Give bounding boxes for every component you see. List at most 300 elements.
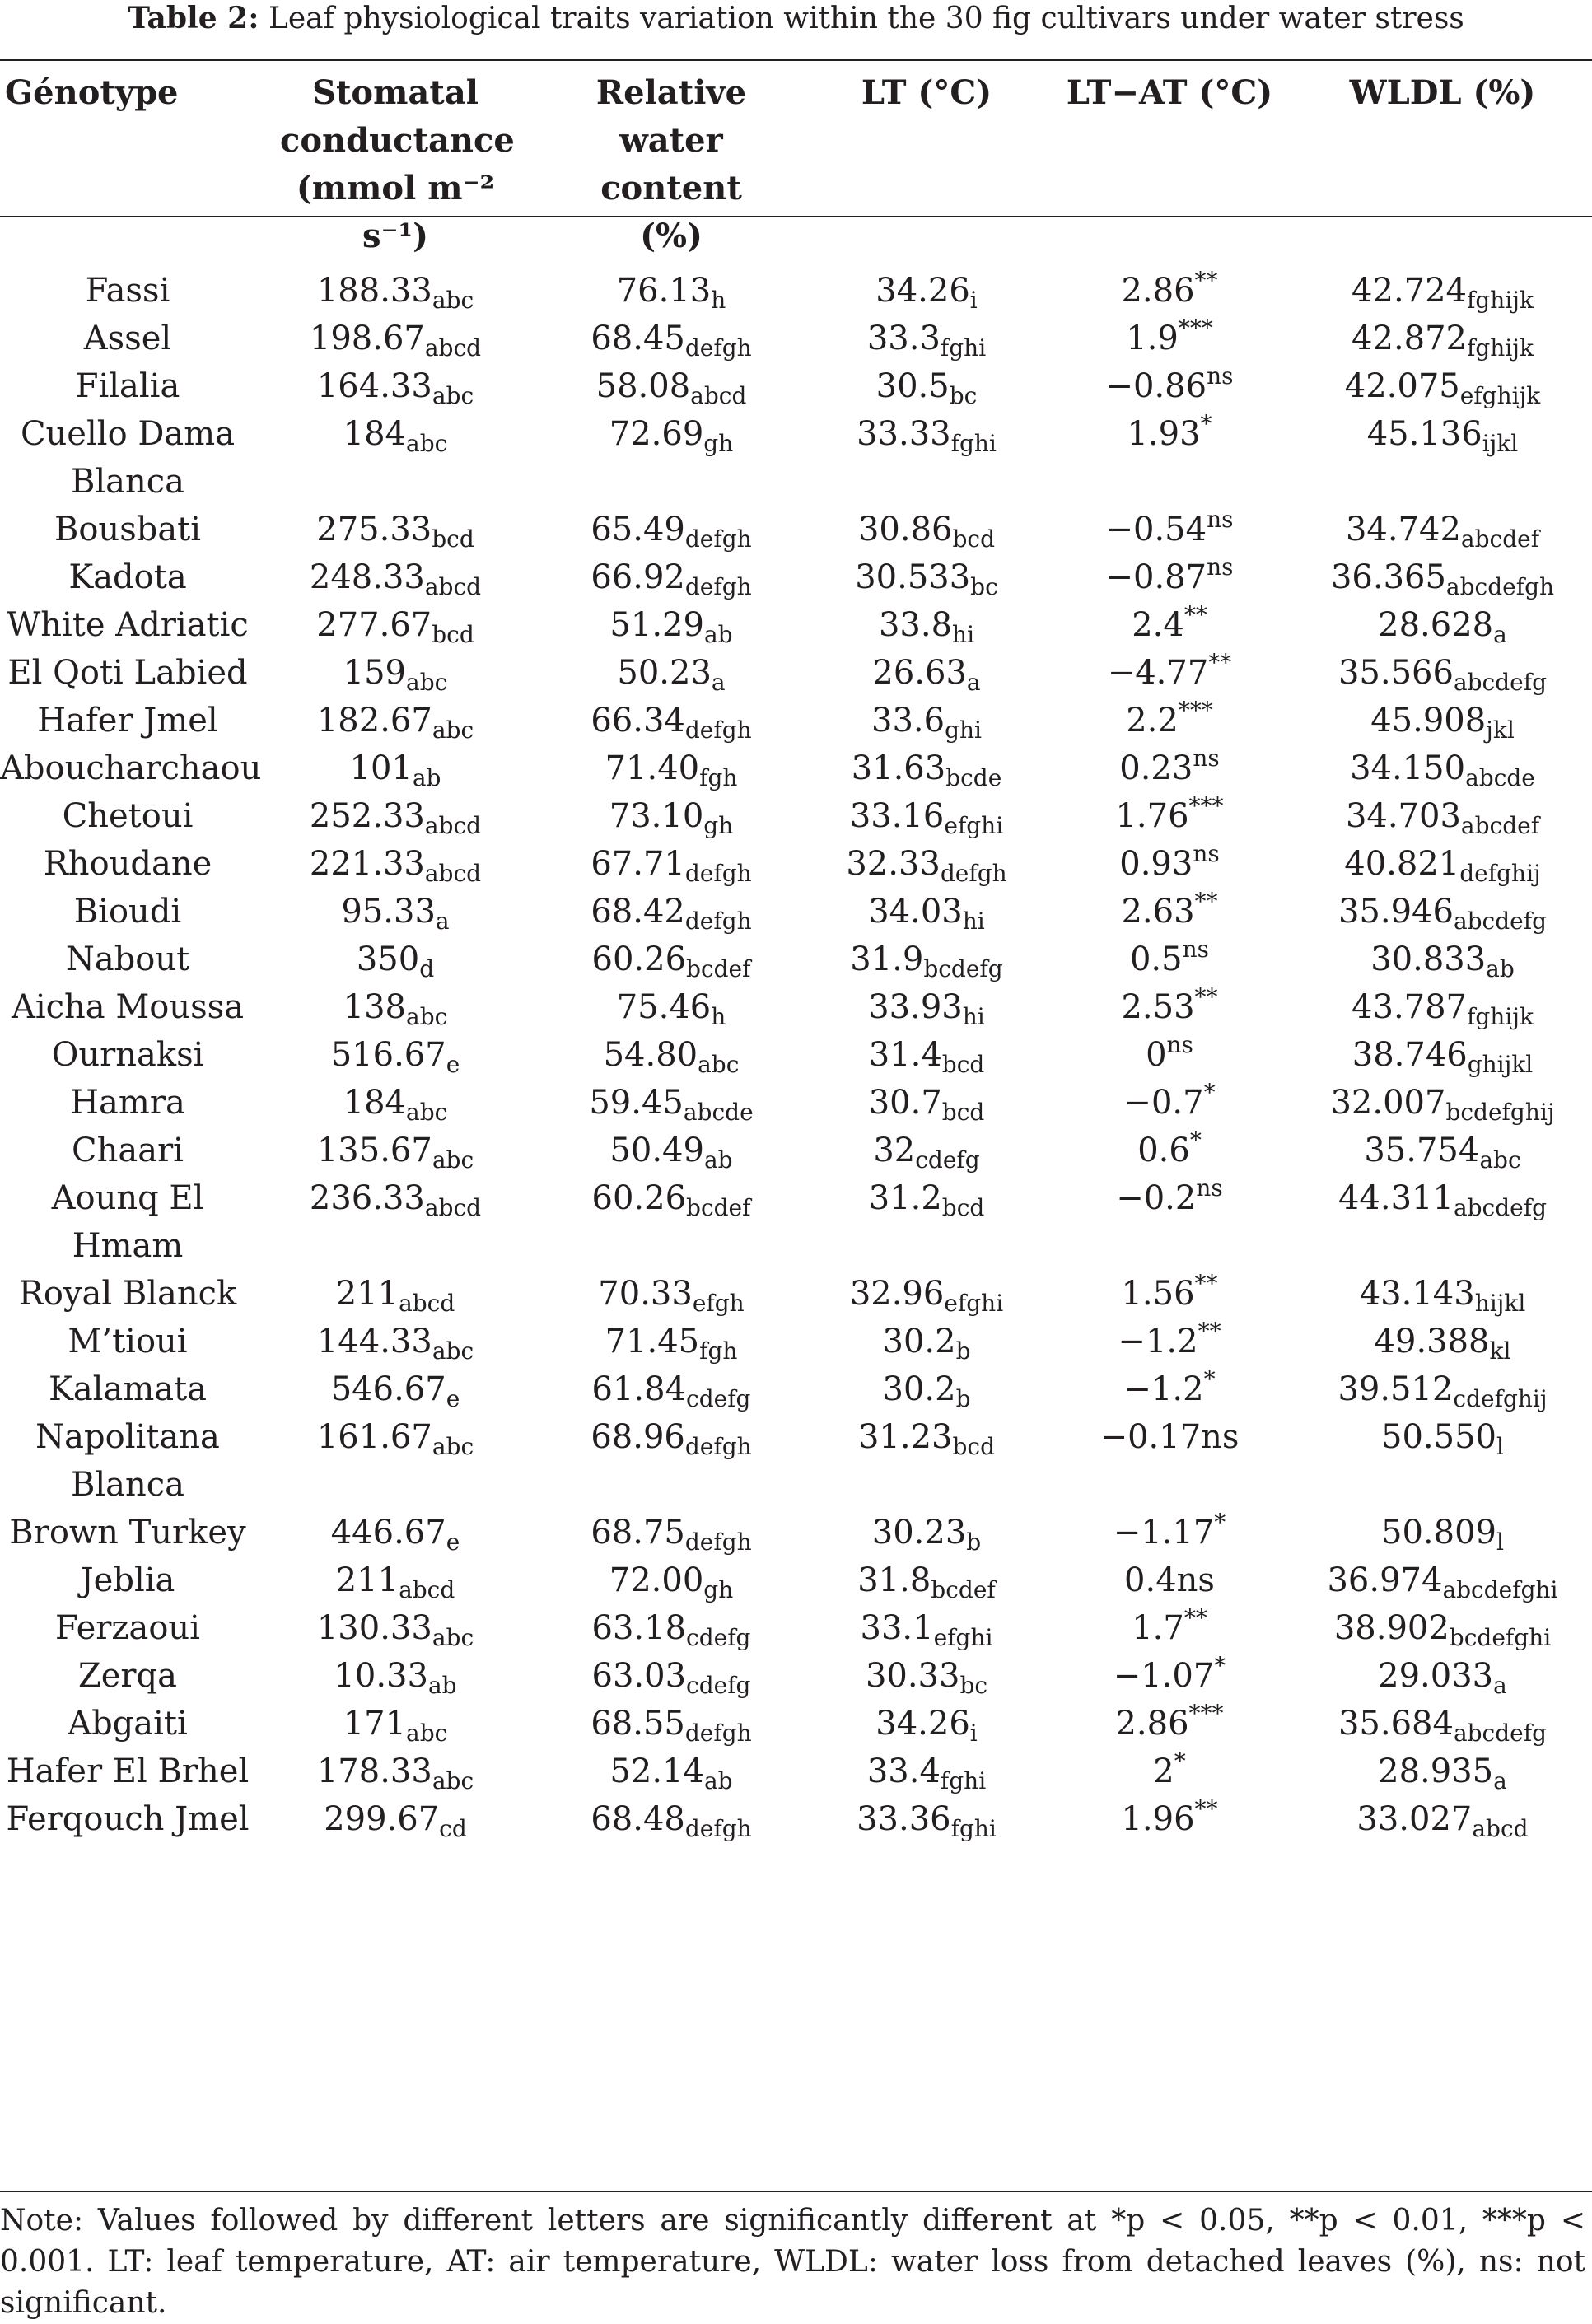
relative-water-content-cell [535, 792, 807, 840]
lt-at-cell [1046, 1079, 1293, 1127]
header-row [0, 61, 1592, 260]
relative-water-content-cell [535, 1174, 807, 1270]
stomatal-conductance-cell-value: 299.67 [324, 1800, 440, 1838]
lt-cell-value: 32.33 [846, 845, 941, 883]
wldl-cell [1293, 983, 1592, 1031]
relative-water-content-cell [535, 936, 807, 983]
stomatal-conductance-cell-value: 178.33 [316, 1752, 432, 1790]
wldl-cell-letters: abcdef [1460, 525, 1540, 553]
genotype-cell: White Adriatic [7, 606, 249, 644]
relative-water-content-cell [535, 553, 807, 601]
relative-water-content-cell [535, 983, 807, 1031]
stomatal-conductance-cell-value: 164.33 [316, 367, 432, 405]
lt-cell-letters: fghi [950, 430, 997, 457]
lt-cell-value: 31.4 [868, 1036, 942, 1074]
stomatal-conductance-cell-value: 135.67 [316, 1132, 432, 1169]
table-row [0, 983, 1592, 1031]
relative-water-content-cell-letters: abc [698, 1051, 740, 1078]
stomatal-conductance-cell [255, 1174, 535, 1270]
stomatal-conductance-cell [255, 649, 535, 697]
lt-at-cell [1046, 260, 1293, 315]
lt-cell-letters: bcde [945, 764, 1002, 791]
lt-cell [807, 888, 1046, 936]
wldl-cell [1293, 1604, 1592, 1652]
lt-at-cell-value: −0.87 [1105, 558, 1207, 596]
lt-cell [807, 553, 1046, 601]
relative-water-content-cell [535, 410, 807, 506]
relative-water-content-cell [535, 1795, 807, 1843]
relative-water-content-cell [535, 888, 807, 936]
table-row [0, 553, 1592, 601]
wldl-cell-letters: fghijk [1467, 334, 1534, 362]
stomatal-conductance-cell-letters: abc [406, 1720, 448, 1747]
lt-cell-letters: b [966, 1528, 982, 1556]
relative-water-content-cell-letters: defgh [684, 908, 752, 935]
stomatal-conductance-cell [255, 840, 535, 888]
wldl-cell-value: 49.388 [1374, 1323, 1490, 1360]
lt-cell [807, 362, 1046, 410]
relative-water-content-cell-value: 52.14 [609, 1752, 704, 1790]
relative-water-content-cell [535, 697, 807, 744]
header-wldl: WLDL (%) [1349, 73, 1536, 112]
lt-at-cell [1046, 1174, 1293, 1270]
wldl-cell-value: 43.143 [1359, 1275, 1475, 1313]
stomatal-conductance-cell-letters: cd [439, 1815, 467, 1842]
lt-cell [807, 697, 1046, 744]
lt-at-cell-significance: *** [1188, 1700, 1224, 1727]
lt-cell-letters: efghi [944, 1290, 1004, 1317]
lt-at-cell-value: −1.07 [1113, 1657, 1215, 1695]
genotype-cell: Bioudi [73, 893, 182, 931]
wldl-cell [1293, 936, 1592, 983]
wldl-cell-value: 43.787 [1352, 988, 1468, 1026]
stomatal-conductance-cell [255, 1556, 535, 1604]
lt-at-cell-significance: ns [1207, 506, 1234, 533]
stomatal-conductance-cell-letters: abc [432, 1767, 474, 1794]
lt-cell-value: 32 [873, 1132, 916, 1169]
lt-cell [807, 1748, 1046, 1795]
stomatal-conductance-cell [255, 315, 535, 362]
wldl-cell-value: 45.136 [1366, 415, 1482, 453]
stomatal-conductance-cell [255, 553, 535, 601]
relative-water-content-cell-value: 66.92 [591, 558, 685, 596]
wldl-cell-letters: abcdefg [1453, 908, 1548, 935]
stomatal-conductance-cell-value: 138 [343, 988, 407, 1026]
stomatal-conductance-cell-letters: bcd [432, 621, 474, 648]
stomatal-conductance-cell [255, 1652, 535, 1700]
lt-cell-value: 30.5 [875, 367, 950, 405]
lt-cell [807, 1413, 1046, 1509]
lt-at-cell-significance: ** [1194, 267, 1218, 294]
wldl-cell [1293, 1700, 1592, 1748]
lt-at-cell-value: −0.2 [1116, 1179, 1197, 1217]
stomatal-conductance-cell-letters: abc [432, 382, 474, 409]
wldl-cell [1293, 888, 1592, 936]
lt-cell [807, 1795, 1046, 1843]
wldl-cell-value: 38.902 [1333, 1609, 1450, 1647]
lt-at-cell-value: 1.56 [1121, 1275, 1195, 1313]
stomatal-conductance-cell-value: 144.33 [316, 1323, 432, 1360]
stomatal-conductance-cell-value: 275.33 [316, 511, 432, 548]
lt-cell-letters: bcdefg [923, 955, 1003, 982]
relative-water-content-cell-value: 58.08 [595, 367, 691, 405]
lt-at-cell-value: −0.86 [1105, 367, 1207, 405]
table-row [0, 1652, 1592, 1700]
wldl-cell-value: 34.150 [1350, 749, 1466, 787]
lt-at-cell-significance: ** [1183, 1604, 1207, 1631]
lt-at-cell-significance: ** [1208, 649, 1232, 676]
genotype-cell: Kadota [68, 558, 187, 596]
stomatal-conductance-cell-value: 130.33 [316, 1609, 432, 1647]
stomatal-conductance-cell-value: 198.67 [309, 320, 425, 357]
lt-at-cell [1046, 1413, 1293, 1509]
lt-at-cell-significance: * [1203, 1079, 1216, 1106]
relative-water-content-cell [535, 315, 807, 362]
lt-at-cell-significance: ns [1196, 1174, 1223, 1202]
header-lt-at: LT−AT (°C) [1066, 73, 1273, 112]
lt-cell-letters: fghi [950, 1815, 997, 1842]
data-table [0, 61, 1592, 1843]
relative-water-content-cell-letters: a [711, 669, 726, 696]
lt-at-cell [1046, 1509, 1293, 1556]
genotype-cell: Filalia [75, 367, 180, 405]
stomatal-conductance-cell [255, 1031, 535, 1079]
lt-at-cell-value: 1.96 [1121, 1800, 1195, 1838]
lt-at-cell-value: 2.53 [1121, 988, 1195, 1026]
relative-water-content-cell-value: 76.13 [616, 272, 712, 310]
genotype-cell: Chaari [72, 1132, 184, 1169]
lt-at-cell [1046, 506, 1293, 553]
stomatal-conductance-cell-value: 252.33 [309, 797, 425, 835]
stomatal-conductance-cell [255, 697, 535, 744]
lt-cell-value: 33.33 [857, 415, 951, 453]
relative-water-content-cell-letters: gh [703, 812, 734, 839]
lt-cell-value: 33.93 [868, 988, 963, 1026]
lt-at-cell-value: 0.4ns [1124, 1561, 1215, 1599]
relative-water-content-cell-letters: defgh [684, 1528, 752, 1556]
wldl-cell-letters: a [1493, 1672, 1507, 1699]
lt-cell-letters: ghi [945, 716, 982, 744]
stomatal-conductance-cell [255, 1365, 535, 1413]
relative-water-content-cell [535, 1365, 807, 1413]
lt-at-cell-significance: ** [1194, 1795, 1218, 1822]
lt-at-cell [1046, 1127, 1293, 1174]
lt-cell-letters: bcd [941, 1099, 985, 1126]
wldl-cell-value: 34.703 [1345, 797, 1461, 835]
lt-cell-letters: b [955, 1385, 971, 1412]
bottom-rule [0, 2191, 1592, 2192]
relative-water-content-cell-value: 51.29 [609, 606, 704, 644]
lt-at-cell-significance: ** [1183, 601, 1207, 628]
header-genotype: Génotype [5, 73, 179, 112]
stomatal-conductance-cell-letters: abcd [424, 334, 482, 362]
relative-water-content-cell-value: 61.84 [591, 1370, 687, 1408]
wldl-cell [1293, 315, 1592, 362]
lt-cell [807, 1556, 1046, 1604]
wldl-cell-letters: ijkl [1482, 430, 1519, 457]
lt-cell-letters: b [955, 1337, 971, 1365]
wldl-cell [1293, 1365, 1592, 1413]
wldl-cell-value: 36.974 [1327, 1561, 1443, 1599]
wldl-cell [1293, 649, 1592, 697]
stomatal-conductance-cell-value: 171 [343, 1705, 407, 1743]
lt-cell [807, 410, 1046, 506]
lt-cell-value: 30.7 [868, 1084, 942, 1122]
lt-cell-letters: bcdef [931, 1576, 996, 1603]
relative-water-content-cell-value: 66.34 [591, 702, 685, 740]
stomatal-conductance-cell-letters: d [419, 955, 435, 982]
relative-water-content-cell [535, 506, 807, 553]
lt-cell [807, 983, 1046, 1031]
wldl-cell [1293, 1795, 1592, 1843]
wldl-cell-letters: kl [1489, 1337, 1511, 1365]
lt-at-cell-value: 1.93 [1127, 415, 1201, 453]
lt-cell [807, 649, 1046, 697]
wldl-cell-value: 35.946 [1338, 893, 1454, 931]
relative-water-content-cell [535, 1748, 807, 1795]
lt-at-cell [1046, 840, 1293, 888]
lt-cell [807, 1652, 1046, 1700]
wldl-cell-letters: efghijk [1459, 382, 1541, 409]
lt-at-cell-value: 0.23 [1119, 749, 1193, 787]
lt-cell-value: 33.8 [878, 606, 953, 644]
relative-water-content-cell-letters: gh [703, 430, 734, 457]
lt-at-cell-significance: * [1189, 1127, 1202, 1154]
lt-cell [807, 744, 1046, 792]
stomatal-conductance-cell-letters: abcd [424, 860, 482, 887]
relative-water-content-cell-value: 75.46 [616, 988, 712, 1026]
wldl-cell-value: 35.754 [1364, 1132, 1480, 1169]
stomatal-conductance-cell [255, 1509, 535, 1556]
lt-cell-value: 33.1 [860, 1609, 934, 1647]
relative-water-content-cell [535, 1079, 807, 1127]
wldl-cell [1293, 601, 1592, 649]
relative-water-content-cell-value: 65.49 [591, 511, 685, 548]
lt-cell-value: 31.2 [868, 1179, 942, 1217]
wldl-cell-value: 42.075 [1344, 367, 1460, 405]
lt-cell-letters: a [966, 669, 981, 696]
lt-cell-value: 34.26 [875, 272, 970, 310]
relative-water-content-cell-value: 68.96 [591, 1418, 685, 1456]
wldl-cell [1293, 697, 1592, 744]
relative-water-content-cell-letters: defgh [684, 525, 752, 553]
caption-label: Table 2: [128, 1, 259, 35]
lt-at-cell [1046, 936, 1293, 983]
lt-at-cell [1046, 792, 1293, 840]
genotype-cell: Aounq El Hmam [51, 1179, 204, 1265]
stomatal-conductance-cell-letters: abc [432, 716, 474, 744]
stomatal-conductance-cell-letters: abcd [424, 573, 482, 600]
stomatal-conductance-cell-letters: abc [432, 287, 474, 314]
lt-at-cell-significance: *** [1178, 697, 1213, 724]
wldl-cell-letters: cdefghij [1453, 1385, 1548, 1412]
relative-water-content-cell-value: 68.45 [591, 320, 685, 357]
relative-water-content-cell-letters: defgh [684, 1720, 752, 1747]
lt-cell [807, 1365, 1046, 1413]
relative-water-content-cell [535, 649, 807, 697]
wldl-cell-value: 42.724 [1352, 272, 1468, 310]
relative-water-content-cell [535, 1652, 807, 1700]
table-row [0, 1604, 1592, 1652]
stomatal-conductance-cell [255, 1270, 535, 1318]
lt-at-cell [1046, 410, 1293, 506]
lt-cell-letters: bcd [941, 1194, 985, 1221]
wldl-cell-letters: abcdefghi [1442, 1576, 1558, 1603]
wldl-cell-letters: abcdefg [1453, 669, 1548, 696]
lt-at-cell-significance: * [1203, 1365, 1216, 1393]
lt-cell [807, 260, 1046, 315]
stomatal-conductance-cell-value: 184 [343, 415, 407, 453]
relative-water-content-cell-letters: abcd [690, 382, 747, 409]
lt-cell [807, 1604, 1046, 1652]
relative-water-content-cell-letters: h [711, 287, 726, 314]
relative-water-content-cell [535, 744, 807, 792]
stomatal-conductance-cell-letters: e [446, 1051, 460, 1078]
relative-water-content-cell-letters: defgh [684, 860, 752, 887]
relative-water-content-cell-value: 72.69 [609, 415, 704, 453]
relative-water-content-cell [535, 601, 807, 649]
lt-cell-letters: hi [962, 908, 985, 935]
lt-cell-value: 30.2 [882, 1370, 956, 1408]
lt-cell-letters: fghi [940, 1767, 987, 1794]
header-lt: LT (°C) [861, 73, 992, 112]
lt-cell [807, 1509, 1046, 1556]
lt-at-cell [1046, 983, 1293, 1031]
wldl-cell [1293, 1652, 1592, 1700]
wldl-cell-letters: a [1493, 621, 1507, 648]
lt-at-cell-value: 1.9 [1126, 320, 1179, 357]
stomatal-conductance-cell-letters: abc [432, 1433, 474, 1460]
stomatal-conductance-cell-letters: abcd [424, 812, 482, 839]
lt-cell-letters: bc [970, 573, 998, 600]
table-row [0, 649, 1592, 697]
relative-water-content-cell [535, 840, 807, 888]
wldl-cell-letters: l [1496, 1433, 1504, 1460]
wldl-cell-value: 40.821 [1344, 845, 1460, 883]
lt-cell-value: 33.36 [857, 1800, 951, 1838]
genotype-cell: Royal Blanck [18, 1275, 237, 1313]
stomatal-conductance-cell-letters: abcd [399, 1290, 455, 1317]
lt-cell-letters: bcd [941, 1051, 985, 1078]
relative-water-content-cell-letters: cdefg [686, 1624, 751, 1651]
lt-cell-value: 31.8 [857, 1561, 931, 1599]
relative-water-content-cell-letters: h [711, 1003, 726, 1030]
lt-at-cell [1046, 315, 1293, 362]
table-row [0, 1795, 1592, 1843]
lt-cell-letters: hi [962, 1003, 985, 1030]
stomatal-conductance-cell [255, 1079, 535, 1127]
stomatal-conductance-cell [255, 410, 535, 506]
table-row [0, 1413, 1592, 1509]
lt-cell [807, 1700, 1046, 1748]
lt-at-cell [1046, 1318, 1293, 1365]
wldl-cell [1293, 506, 1592, 553]
lt-cell [807, 1127, 1046, 1174]
table-body [0, 260, 1592, 1843]
stomatal-conductance-cell-letters: e [446, 1385, 460, 1412]
genotype-cell: Hafer El Brhel [6, 1752, 250, 1790]
table-row [0, 601, 1592, 649]
lt-at-cell [1046, 1652, 1293, 1700]
lt-at-cell-value: −4.77 [1107, 654, 1209, 692]
relative-water-content-cell-letters: defgh [684, 716, 752, 744]
relative-water-content-cell-letters: ab [703, 1767, 733, 1794]
lt-cell-value: 33.4 [866, 1752, 941, 1790]
genotype-cell: Aicha Moussa [11, 988, 245, 1026]
lt-cell-value: 30.2 [882, 1323, 956, 1360]
lt-at-cell [1046, 362, 1293, 410]
lt-cell [807, 1031, 1046, 1079]
genotype-cell: Aboucharchaou [0, 749, 262, 787]
lt-at-cell [1046, 1031, 1293, 1079]
lt-cell-value: 30.86 [857, 511, 953, 548]
stomatal-conductance-cell [255, 601, 535, 649]
lt-cell-letters: bc [959, 1672, 988, 1699]
lt-cell [807, 1079, 1046, 1127]
wldl-cell [1293, 744, 1592, 792]
stomatal-conductance-cell-letters: abc [432, 1337, 474, 1365]
lt-cell-value: 31.63 [851, 749, 946, 787]
table-row [0, 1318, 1592, 1365]
lt-cell-value: 31.9 [850, 940, 924, 978]
relative-water-content-cell-letters: ab [703, 1146, 733, 1174]
stomatal-conductance-cell-letters: abcd [399, 1576, 455, 1603]
table-row [0, 410, 1592, 506]
lt-cell-value: 33.3 [866, 320, 941, 357]
wldl-cell-value: 32.007 [1330, 1084, 1446, 1122]
genotype-cell: Brown Turkey [9, 1514, 246, 1552]
wldl-cell [1293, 1079, 1592, 1127]
table-caption [0, 0, 1592, 37]
header-stomatal-conductance: Stomatal conductance (mmol m⁻² s⁻¹) [280, 73, 515, 255]
lt-at-cell-value: −1.2 [1123, 1370, 1204, 1408]
caption-text: Leaf physiological traits variation within the 30 fig cultivars under water stress [268, 2, 1464, 35]
relative-water-content-cell-value: 50.49 [609, 1132, 704, 1169]
stomatal-conductance-cell [255, 888, 535, 936]
stomatal-conductance-cell-letters: ab [427, 1672, 457, 1699]
stomatal-conductance-cell-value: 236.33 [309, 1179, 425, 1217]
stomatal-conductance-cell-letters: abcd [424, 1194, 482, 1221]
relative-water-content-cell-letters: fgh [699, 764, 738, 791]
wldl-cell-value: 42.872 [1352, 320, 1468, 357]
lt-at-cell-value: −0.54 [1105, 511, 1207, 548]
genotype-cell: Napolitana Blanca [35, 1418, 220, 1504]
lt-at-cell [1046, 1795, 1293, 1843]
wldl-cell-value: 50.550 [1381, 1418, 1496, 1456]
wldl-cell [1293, 840, 1592, 888]
relative-water-content-cell-value: 72.00 [609, 1561, 704, 1599]
lt-at-cell-value: 1.7 [1132, 1609, 1184, 1647]
relative-water-content-cell-value: 71.45 [605, 1323, 700, 1360]
lt-cell [807, 792, 1046, 840]
relative-water-content-cell-letters: abcde [683, 1099, 754, 1126]
lt-at-cell-significance: ** [1194, 888, 1218, 915]
wldl-cell-letters: bcdefghij [1445, 1099, 1555, 1126]
stomatal-conductance-cell-letters: a [435, 908, 450, 935]
lt-cell-letters: i [969, 287, 978, 314]
wldl-cell [1293, 1748, 1592, 1795]
wldl-cell-value: 30.833 [1370, 940, 1487, 978]
lt-at-cell-value: 2 [1153, 1752, 1174, 1790]
stomatal-conductance-cell-letters: bcd [432, 525, 474, 553]
lt-at-cell-value: 0 [1146, 1036, 1167, 1074]
lt-at-cell-significance: ** [1194, 983, 1218, 1010]
relative-water-content-cell-value: 60.26 [591, 1179, 687, 1217]
stomatal-conductance-cell-letters: e [446, 1528, 460, 1556]
lt-at-cell [1046, 1556, 1293, 1604]
wldl-cell-letters: abcdefg [1453, 1194, 1548, 1221]
wldl-cell-value: 36.365 [1330, 558, 1446, 596]
